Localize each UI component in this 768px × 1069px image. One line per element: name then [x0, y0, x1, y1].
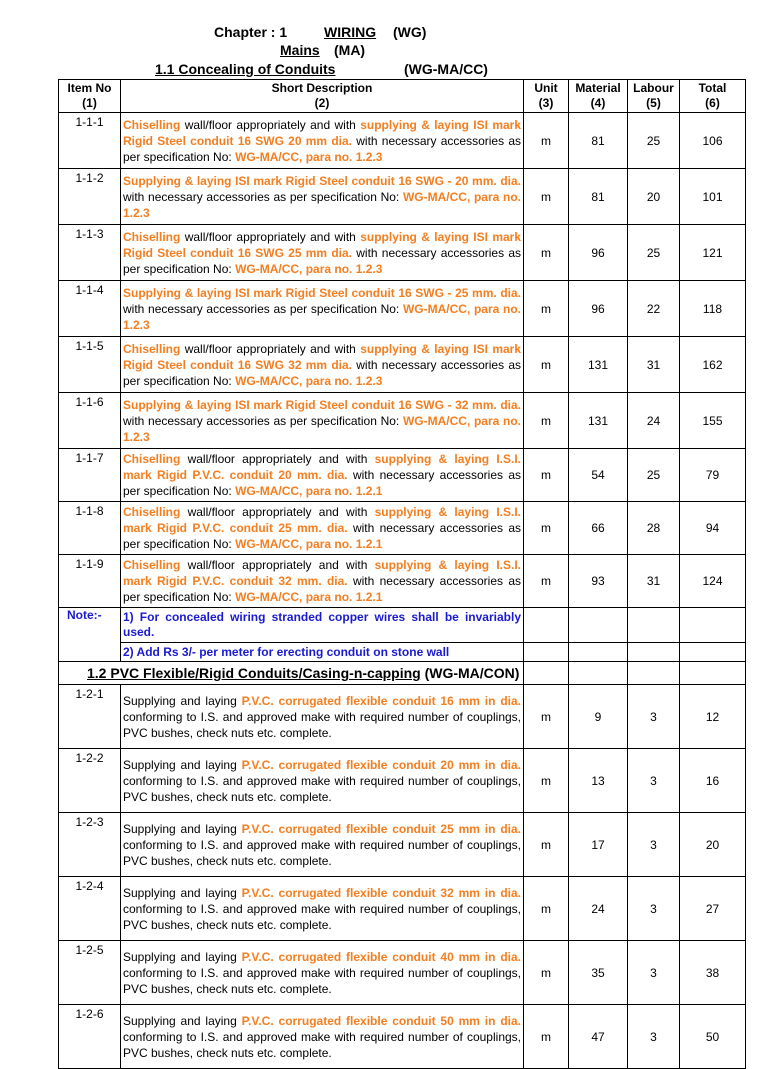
item-total: 20	[680, 813, 746, 877]
note-label: Note:-	[59, 608, 121, 662]
item-number: 1-1-8	[59, 502, 121, 555]
section-title: 1.1 Concealing of Conduits	[155, 61, 336, 77]
highlighted-text: WG-MA/CC, para no. 1.2.3	[123, 301, 522, 332]
table-header-row	[59, 80, 746, 113]
item-labour: 25	[628, 113, 680, 169]
item-labour: 3	[628, 685, 680, 749]
col-description: Short Description (2)	[121, 80, 524, 113]
note-1: 1) For concealed wiring stranded copper wires shall be invariably used.	[121, 608, 524, 643]
item-number: 1-1-7	[59, 449, 121, 502]
item-description	[121, 877, 524, 941]
plain-text: with necessary accessories as per specification No:	[123, 468, 521, 498]
note2-empty-labour	[628, 643, 680, 662]
item-material: 47	[569, 1005, 628, 1069]
highlighted-text: supplying & laying ISI mark Rigid Steel conduit 16 SWG 25 mm dia.	[123, 229, 522, 260]
highlighted-text: WG-MA/CC, para no. 1.2.3	[235, 149, 383, 164]
highlighted-text: Chiselling	[123, 117, 181, 132]
plain-text: conforming to I.S. and approved make with required number of couplings, PVC bushes, check nuts etc. complete.	[123, 773, 521, 804]
item-labour: 20	[628, 169, 680, 225]
highlighted-text: WG-MA/CC, para no. 1.2.1	[235, 484, 383, 498]
highlighted-text: WG-MA/CC, para no. 1.2.3	[235, 373, 383, 388]
highlighted-text: WG-MA/CC, para no. 1.2.3	[123, 413, 522, 444]
section-1-2-heading-row	[59, 662, 746, 685]
item-number: 1-2-3	[59, 813, 121, 877]
item-unit: m	[524, 281, 569, 337]
item-description	[121, 1005, 524, 1069]
col-labour: Labour (5)	[628, 80, 680, 113]
item-number: 1-2-4	[59, 877, 121, 941]
item-labour: 31	[628, 337, 680, 393]
item-description	[121, 555, 524, 608]
plain-text: with necessary accessories as per specification No:	[123, 301, 403, 316]
item-total: 124	[680, 555, 746, 608]
plain-text: with necessary accessories as per specification No:	[123, 413, 403, 428]
item-total: 50	[680, 1005, 746, 1069]
item-number: 1-2-1	[59, 685, 121, 749]
table-row	[59, 393, 746, 449]
highlighted-text: WG-MA/CC, para no. 1.2.3	[235, 261, 383, 276]
section-1-1-rows	[59, 113, 746, 608]
plain-text: Supplying and laying	[123, 1013, 242, 1028]
plain-text: Supplying and laying	[123, 821, 242, 836]
table-row	[59, 169, 746, 225]
plain-text: Supplying and laying	[123, 949, 242, 964]
item-labour: 25	[628, 225, 680, 281]
plain-text: with necessary accessories as per specification No:	[123, 574, 521, 604]
section-1-2-rows	[59, 685, 746, 1069]
plain-text: wall/floor appropriately and with	[180, 117, 361, 132]
highlighted-text: Supplying & laying ISI mark Rigid Steel conduit 16 SWG - 20 mm. dia.	[123, 173, 521, 188]
highlighted-text: supplying & laying I.S.I. mark Rigid P.V.C. conduit 25 mm. dia.	[123, 505, 521, 535]
item-description	[121, 749, 524, 813]
item-material: 96	[569, 281, 628, 337]
note-row-2	[59, 643, 746, 662]
highlighted-text: WG-MA/CC, para no. 1.2.1	[235, 590, 383, 604]
item-material: 66	[569, 502, 628, 555]
chapter-code: (WG)	[393, 24, 427, 40]
item-unit: m	[524, 877, 569, 941]
table-row	[59, 555, 746, 608]
item-description	[121, 941, 524, 1005]
item-total: 16	[680, 749, 746, 813]
plain-text: Supplying and laying	[123, 693, 242, 708]
item-material: 35	[569, 941, 628, 1005]
plain-text: wall/floor appropriately and with	[180, 341, 361, 356]
table-row	[59, 749, 746, 813]
item-description	[121, 449, 524, 502]
item-number: 1-1-1	[59, 113, 121, 169]
s2-empty-unit	[524, 662, 569, 685]
plain-text: conforming to I.S. and approved make with required number of couplings, PVC bushes, check nuts etc. complete.	[123, 901, 521, 932]
table-row	[59, 449, 746, 502]
plain-text: Supplying and laying	[123, 757, 242, 772]
note-empty-material	[569, 608, 628, 643]
table-row	[59, 813, 746, 877]
table-row	[59, 281, 746, 337]
plain-text: with necessary accessories as per specification No:	[123, 245, 521, 276]
item-unit: m	[524, 393, 569, 449]
highlighted-text: Chiselling	[123, 558, 181, 572]
highlighted-text: P.V.C. corrugated flexible conduit 32 mm in dia.	[241, 885, 521, 900]
highlighted-text: P.V.C. corrugated flexible conduit 25 mm in dia.	[241, 821, 521, 836]
s2-empty-labour	[628, 662, 680, 685]
highlighted-text: Supplying & laying ISI mark Rigid Steel conduit 16 SWG - 32 mm. dia.	[123, 397, 521, 412]
item-total: 38	[680, 941, 746, 1005]
plain-text: wall/floor appropriately and with	[180, 505, 375, 519]
note-empty-unit	[524, 608, 569, 643]
section-1-2-code: (WG-MA/CON)	[424, 665, 520, 681]
table-row	[59, 502, 746, 555]
item-total: 94	[680, 502, 746, 555]
highlighted-text: P.V.C. corrugated flexible conduit 20 mm in dia.	[241, 757, 521, 772]
item-unit: m	[524, 749, 569, 813]
item-total: 101	[680, 169, 746, 225]
subchapter-code: (MA)	[334, 42, 366, 58]
item-labour: 3	[628, 749, 680, 813]
highlighted-text: WG-MA/CC, para no. 1.2.3	[123, 189, 522, 220]
plain-text: conforming to I.S. and approved make with required number of couplings, PVC bushes, check nuts etc. complete.	[123, 965, 521, 996]
item-number: 1-1-3	[59, 225, 121, 281]
plain-text: with necessary accessories as per specification No:	[123, 357, 521, 388]
item-description	[121, 281, 524, 337]
item-unit: m	[524, 813, 569, 877]
table-row	[59, 113, 746, 169]
table-row	[59, 1005, 746, 1069]
highlighted-text: P.V.C. corrugated flexible conduit 16 mm in dia.	[241, 693, 521, 708]
notes-block	[59, 608, 746, 685]
chapter-name: WIRING	[324, 24, 377, 40]
item-material: 24	[569, 877, 628, 941]
item-unit: m	[524, 337, 569, 393]
item-unit: m	[524, 169, 569, 225]
highlighted-text: Chiselling	[123, 341, 181, 356]
item-unit: m	[524, 225, 569, 281]
note-row-1	[59, 608, 746, 643]
item-total: 106	[680, 113, 746, 169]
col-material: Material (4)	[569, 80, 628, 113]
subchapter-name: Mains	[280, 42, 320, 58]
item-material: 81	[569, 169, 628, 225]
s2-empty-material	[569, 662, 628, 685]
item-labour: 28	[628, 502, 680, 555]
section-1-2-title: 1.2 PVC Flexible/Rigid Conduits/Casing-n-capping	[87, 665, 421, 681]
plain-text: wall/floor appropriately and with	[180, 558, 375, 572]
table-row	[59, 337, 746, 393]
item-total: 27	[680, 877, 746, 941]
item-material: 96	[569, 225, 628, 281]
item-number: 1-1-5	[59, 337, 121, 393]
item-unit: m	[524, 941, 569, 1005]
item-total: 79	[680, 449, 746, 502]
item-labour: 3	[628, 813, 680, 877]
item-total: 118	[680, 281, 746, 337]
highlighted-text: supplying & laying ISI mark Rigid Steel conduit 16 SWG 32 mm dia.	[123, 341, 522, 372]
item-total: 12	[680, 685, 746, 749]
highlighted-text: P.V.C. corrugated flexible conduit 50 mm in dia.	[241, 1013, 521, 1028]
item-labour: 3	[628, 1005, 680, 1069]
item-total: 162	[680, 337, 746, 393]
note2-empty-total	[680, 643, 746, 662]
item-description	[121, 813, 524, 877]
item-material: 17	[569, 813, 628, 877]
item-material: 13	[569, 749, 628, 813]
plain-text: conforming to I.S. and approved make with required number of couplings, PVC bushes, check nuts etc. complete.	[123, 1029, 521, 1060]
plain-text: Supplying and laying	[123, 885, 242, 900]
item-labour: 25	[628, 449, 680, 502]
item-number: 1-1-9	[59, 555, 121, 608]
note2-empty-unit	[524, 643, 569, 662]
rate-schedule-table	[58, 79, 746, 1069]
highlighted-text: Chiselling	[123, 505, 181, 519]
table-row	[59, 941, 746, 1005]
note-2: 2) Add Rs 3/- per meter for erecting conduit on stone wall	[121, 643, 524, 662]
table-row	[59, 877, 746, 941]
item-number: 1-2-5	[59, 941, 121, 1005]
plain-text: with necessary accessories as per specification No:	[123, 189, 403, 204]
item-unit: m	[524, 555, 569, 608]
item-number: 1-2-6	[59, 1005, 121, 1069]
item-material: 81	[569, 113, 628, 169]
item-description	[121, 502, 524, 555]
highlighted-text: supplying & laying I.S.I. mark Rigid P.V.C. conduit 20 mm. dia.	[123, 452, 521, 482]
item-description	[121, 393, 524, 449]
note-empty-total	[680, 608, 746, 643]
table-row	[59, 225, 746, 281]
highlighted-text: Supplying & laying ISI mark Rigid Steel conduit 16 SWG - 25 mm. dia.	[123, 285, 521, 300]
item-description	[121, 113, 524, 169]
highlighted-text: P.V.C. corrugated flexible conduit 40 mm in dia.	[241, 949, 521, 964]
item-labour: 3	[628, 877, 680, 941]
item-description	[121, 225, 524, 281]
item-description	[121, 169, 524, 225]
table-row	[59, 685, 746, 749]
highlighted-text: supplying & laying I.S.I. mark Rigid P.V.C. conduit 32 mm. dia.	[123, 558, 521, 588]
item-number: 1-2-2	[59, 749, 121, 813]
plain-text: wall/floor appropriately and with	[180, 229, 361, 244]
item-total: 121	[680, 225, 746, 281]
plain-text: wall/floor appropriately and with	[180, 452, 375, 466]
section-1-2-heading	[59, 662, 524, 685]
plain-text: conforming to I.S. and approved make with required number of couplings, PVC bushes, check nuts etc. complete.	[123, 709, 521, 740]
item-number: 1-1-4	[59, 281, 121, 337]
item-description	[121, 337, 524, 393]
highlighted-text: WG-MA/CC, para no. 1.2.1	[235, 537, 383, 551]
highlighted-text: Chiselling	[123, 229, 181, 244]
plain-text: with necessary accessories as per specification No:	[123, 133, 521, 164]
item-labour: 24	[628, 393, 680, 449]
item-unit: m	[524, 449, 569, 502]
item-material: 9	[569, 685, 628, 749]
item-number: 1-1-6	[59, 393, 121, 449]
item-unit: m	[524, 685, 569, 749]
col-unit: Unit (3)	[524, 80, 569, 113]
item-labour: 3	[628, 941, 680, 1005]
item-unit: m	[524, 502, 569, 555]
item-unit: m	[524, 1005, 569, 1069]
item-labour: 22	[628, 281, 680, 337]
note2-empty-material	[569, 643, 628, 662]
item-material: 93	[569, 555, 628, 608]
item-unit: m	[524, 113, 569, 169]
s2-empty-total	[680, 662, 746, 685]
item-material: 131	[569, 337, 628, 393]
item-description	[121, 685, 524, 749]
item-number: 1-1-2	[59, 169, 121, 225]
item-material: 131	[569, 393, 628, 449]
col-total: Total (6)	[680, 80, 746, 113]
item-material: 54	[569, 449, 628, 502]
col-item-no: Item No (1)	[59, 80, 121, 113]
item-labour: 31	[628, 555, 680, 608]
highlighted-text: supplying & laying ISI mark Rigid Steel conduit 16 SWG 20 mm dia.	[123, 117, 522, 148]
section-code: (WG-MA/CC)	[404, 61, 488, 77]
highlighted-text: Chiselling	[123, 452, 181, 466]
item-total: 155	[680, 393, 746, 449]
plain-text: conforming to I.S. and approved make with required number of couplings, PVC bushes, check nuts etc. complete.	[123, 837, 521, 868]
chapter-number: Chapter : 1	[214, 24, 288, 40]
plain-text: with necessary accessories as per specification No:	[123, 521, 521, 551]
note-empty-labour	[628, 608, 680, 643]
